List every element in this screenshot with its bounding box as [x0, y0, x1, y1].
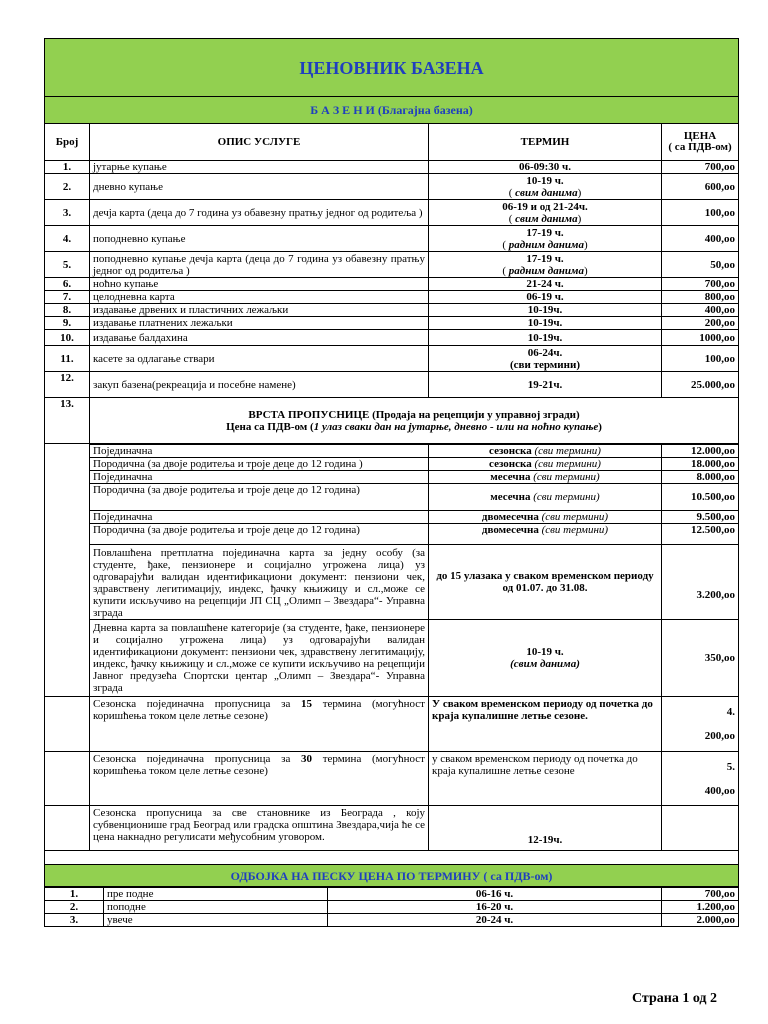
- row-term: 10-19ч.: [429, 330, 662, 346]
- row-price: 700,оо: [662, 161, 739, 174]
- service-row: [45, 372, 739, 398]
- row-number: 6.: [45, 278, 90, 291]
- volleyball-table: [44, 887, 739, 927]
- row-price: 1000,оо: [662, 330, 739, 346]
- document-title: ЦЕНОВНИК БАЗЕНА: [45, 39, 739, 97]
- pass-row: Породична (за двоје родитеља и троје деце до 12 година) двомесечна (сви термини) 12.500,оо: [45, 524, 739, 545]
- season-15-description: Сезонска појединачна пропусница за 15 термина (могућност коришћења током целе летње сезоне): [90, 697, 429, 752]
- row-description: поподневно купање: [90, 226, 429, 252]
- row-number: 1.: [45, 161, 90, 174]
- row-description: закуп базена(рекреација и посебне намене): [90, 372, 429, 398]
- header-description: ОПИС УСЛУГЕ: [90, 124, 429, 161]
- pass-row: Појединачна двомесечна (сви термини) 9.500,оо: [45, 511, 739, 524]
- service-row: [45, 226, 739, 252]
- service-row: [45, 304, 739, 317]
- volleyball-row: 1. пре подне 06-16 ч. 700,оо: [45, 888, 739, 901]
- header-number: Број: [45, 124, 90, 161]
- row-term: 06-09:30 ч.: [429, 161, 662, 174]
- volleyball-row: 2. поподне 16-20 ч. 1.200,оо: [45, 901, 739, 914]
- row-description: ноћно купање: [90, 278, 429, 291]
- row-description: јутарње купање: [90, 161, 429, 174]
- row-number: 10.: [45, 330, 90, 346]
- row-term: 10-19ч.: [429, 304, 662, 317]
- daily-pass-description: Дневна карта за повлашћене категорије (за студенте, ђаке, пензионере и социјално угрожена лица) уз одговарајући валидан идентификациони документ: пензиони чек, здравствену легитимацију, индекс, ђачку књижицу и сл.,може се купити искључиво на рецепцији Јавног предузећа Спортски центар „Олимп – Звездара“- Управна зграда: [90, 620, 429, 697]
- season-15-price: 4. 200,оо: [662, 697, 739, 752]
- row-term: 06-24ч. (сви термини): [429, 346, 662, 372]
- row-description: целодневна карта: [90, 291, 429, 304]
- row-number: 5.: [45, 252, 90, 278]
- row-number: 12.: [45, 372, 90, 398]
- row-number: 11.: [45, 346, 90, 372]
- pool-price-table: [44, 38, 739, 887]
- row-term: 19-21ч.: [429, 372, 662, 398]
- service-row: [45, 174, 739, 200]
- pools-section-header: Б А З Е Н И (Благајна базена): [45, 97, 739, 124]
- row-number: 8.: [45, 304, 90, 317]
- service-row: [45, 161, 739, 174]
- service-row: [45, 200, 739, 226]
- service-row: [45, 330, 739, 346]
- row-description: дечја карта (деца до 7 година уз обавезну пратњу једног од родитеља ): [90, 200, 429, 226]
- volleyball-row: 3. увече 20-24 ч. 2.000,оо: [45, 914, 739, 927]
- row-price: 50,оо: [662, 252, 739, 278]
- row-term: 06-19 ч.: [429, 291, 662, 304]
- row-term: 06-19 и од 21-24ч. ( свим данима): [429, 200, 662, 226]
- pass-row: Појединачна месечна (сви термини) 8.000,оо: [45, 471, 739, 484]
- row-price: 800,оо: [662, 291, 739, 304]
- row-price: 400,оо: [662, 304, 739, 317]
- service-row: [45, 278, 739, 291]
- service-row: [45, 317, 739, 330]
- season-30-description: Сезонска појединачна пропусница за 30 термина (могућност коришћења током целе летње сезоне): [90, 752, 429, 806]
- service-row: [45, 291, 739, 304]
- row-description: касете за одлагање ствари: [90, 346, 429, 372]
- row-description: издавање платнених лежаљки: [90, 317, 429, 330]
- daily-pass-price: 350,оо: [662, 620, 739, 697]
- row-number: 4.: [45, 226, 90, 252]
- row-price: 700,оо: [662, 278, 739, 291]
- row-price: 600,оо: [662, 174, 739, 200]
- resident-pass-description: Сезонска пропусница за све становнике из Београда , коју субвенционише град Београд или градска општина Звездара,чија ће се цена накнадно регулисати међусобним уговором.: [90, 806, 429, 851]
- passes-number: 13.: [45, 398, 90, 444]
- season-30-price: 5. 400,оо: [662, 752, 739, 806]
- daily-pass-term: 10-19 ч. (свим данима): [429, 620, 662, 697]
- row-term: 17-19 ч. ( радним данима): [429, 226, 662, 252]
- season-15-term: У сваком временском периоду од почетка до краја купалишне летње сезоне.: [429, 697, 662, 752]
- privileged-pass-price: 3.200,оо: [662, 545, 739, 620]
- row-number: 2.: [45, 174, 90, 200]
- header-term: ТЕРМИН: [429, 124, 662, 161]
- row-price: 100,оо: [662, 346, 739, 372]
- row-term: 21-24 ч.: [429, 278, 662, 291]
- passes-heading-line2: 1 улаз сваки дан на јутарње, дневно - или на ноћно купање: [313, 420, 599, 433]
- row-description: издавање балдахина: [90, 330, 429, 346]
- row-price: 200,оо: [662, 317, 739, 330]
- pass-row: Породична (за двоје родитеља и троје деце до 12 година) месечна (сви термини) 10.500,оо: [45, 484, 739, 511]
- passes-heading-line1: ВРСТА ПРОПУСНИЦЕ (Продаја на рецепцији у управној згради): [248, 408, 580, 421]
- row-price: 25.000,оо: [662, 372, 739, 398]
- row-term: 10-19 ч. ( свим данима): [429, 174, 662, 200]
- service-row: [45, 252, 739, 278]
- row-price: 100,оо: [662, 200, 739, 226]
- row-description: издавање дрвених и пластичних лежаљки: [90, 304, 429, 317]
- privileged-pass-description: Повлашћена претплатна појединачна карта за једну особу (за студенте, ђаке, пензионере и социјално угрожена лица) уз одговарајући валидан идентификациони документ: пензиони чек, здравствену легитимацију, индекс, ђачку књижицу и сл.,може се купити искључиво на рецепцији ЈП СЦ „Олимп – Звездара“- Управна зграда: [90, 545, 429, 620]
- passes-heading: ВРСТА ПРОПУСНИЦЕ (Продаја на рецепцији у управној згради) Цена са ПДВ-ом (1 улаз сваки дан на јутарње, дневно - или на ноћно купање): [90, 398, 739, 444]
- pass-row: Појединачна сезонска (сви термини) 12.000,оо: [45, 445, 739, 458]
- row-number: 3.: [45, 200, 90, 226]
- service-row: [45, 346, 739, 372]
- row-price: 400,оо: [662, 226, 739, 252]
- row-term: 10-19ч.: [429, 317, 662, 330]
- page-number: Страна 1 од 2: [632, 991, 718, 1006]
- season-30-term: у сваком временском периоду од почетка до краја купалишне летње сезоне: [429, 752, 662, 806]
- row-term: 17-19 ч. ( радним данима): [429, 252, 662, 278]
- row-number: 9.: [45, 317, 90, 330]
- volleyball-section-header: ОДБОЈКА НА ПЕСКУ ЦЕНА ПО ТЕРМИНУ ( са ПДВ-ом): [45, 865, 739, 887]
- row-number: 7.: [45, 291, 90, 304]
- price-list-document: [44, 38, 738, 927]
- resident-pass-term: 12-19ч.: [429, 806, 662, 851]
- privileged-pass-term: до 15 улазака у сваком временском периоду од 01.07. до 31.08.: [429, 545, 662, 620]
- row-description: поподневно купање дечја карта (деца до 7 година уз обавезну пратњу једног од родитеља ): [90, 252, 429, 278]
- pass-row: Породична (за двоје родитеља и троје деце до 12 година ) сезонска (сви термини) 18.000,оо: [45, 458, 739, 471]
- row-description: дневно купање: [90, 174, 429, 200]
- header-price: ЦЕНА ( са ПДВ-ом): [662, 124, 739, 161]
